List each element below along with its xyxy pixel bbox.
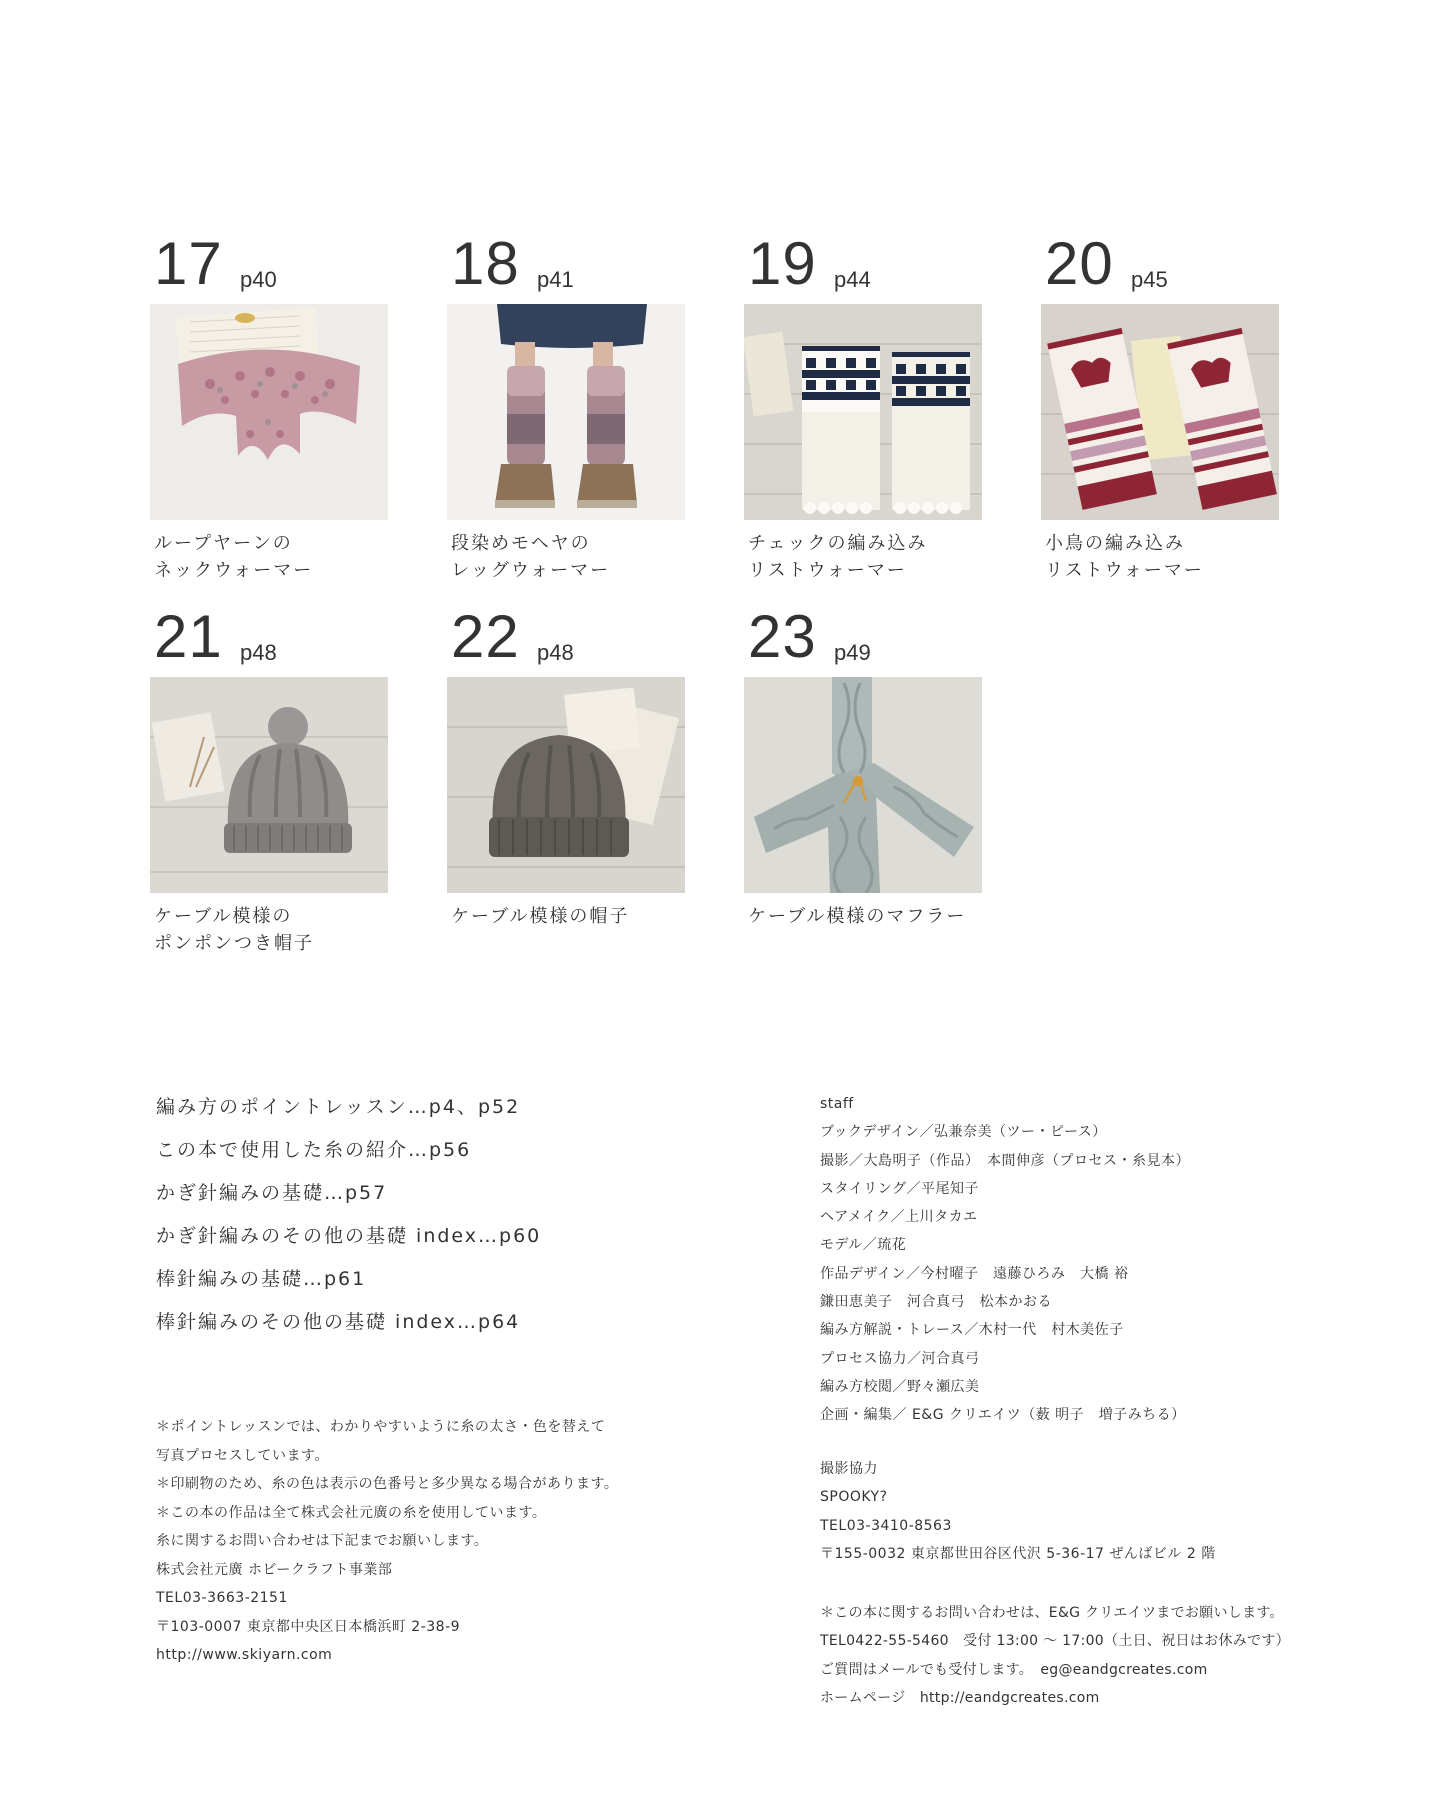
page-ref: p49 bbox=[834, 640, 871, 665]
note-line: ＊ポイントレッスンでは、わかりやすいように糸の太さ・色を替えて bbox=[156, 1419, 606, 1435]
link-knitting-index[interactable]: 棒針編みのその他の基礎 index…p64 bbox=[156, 1311, 521, 1333]
cable-muffler-photo bbox=[744, 677, 982, 893]
page-ref: p41 bbox=[537, 267, 574, 292]
credit-heading: 撮影協力 bbox=[820, 1461, 878, 1477]
project-number: 21 bbox=[154, 603, 223, 670]
project-number: 22 bbox=[451, 603, 520, 670]
project-caption: 段染めモヘヤの レッグウォーマー bbox=[451, 533, 611, 581]
link-crochet-index[interactable]: かぎ針編みのその他の基礎 index…p60 bbox=[156, 1225, 542, 1247]
project-21[interactable] bbox=[150, 605, 390, 957]
contact-line: TEL0422-55-5460 受付 13:00 ～ 17:00（土日、祝日はお休みです） bbox=[820, 1633, 1290, 1650]
project-number: 17 bbox=[154, 230, 223, 297]
page-ref: p48 bbox=[537, 640, 574, 665]
project-caption: ケーブル模様の ポンポンつき帽子 bbox=[154, 906, 314, 954]
cable-hat-photo bbox=[447, 677, 685, 893]
note-line: 写真プロセスしています。 bbox=[156, 1447, 329, 1464]
staff-line: ブックデザイン／弘兼奈美（ツー・ピース） bbox=[820, 1124, 1107, 1141]
yarn-notes bbox=[156, 1413, 716, 1670]
leg-warmer-photo bbox=[447, 304, 685, 520]
credit-line: TEL03-3410-8563 bbox=[820, 1517, 952, 1534]
staff-credits bbox=[820, 1090, 1380, 1430]
note-url[interactable]: http://www.skiyarn.com bbox=[156, 1647, 333, 1663]
project-caption: ケーブル模様の帽子 bbox=[451, 906, 630, 927]
inquiry-info bbox=[820, 1599, 1380, 1712]
project-22[interactable] bbox=[447, 605, 687, 930]
project-18[interactable] bbox=[447, 232, 687, 584]
staff-line: プロセス協力／河合真弓 bbox=[820, 1350, 980, 1367]
project-23[interactable] bbox=[744, 605, 984, 930]
project-caption: ケーブル模様のマフラー bbox=[748, 906, 967, 927]
project-number: 19 bbox=[748, 230, 817, 297]
contact-email[interactable]: ご質問はメールでも受付します。 eg@eandgcreates.com bbox=[820, 1661, 1208, 1678]
note-line: TEL03-3663-2151 bbox=[156, 1590, 288, 1606]
link-point-lesson[interactable]: 編み方のポイントレッスン…p4、p52 bbox=[156, 1096, 521, 1118]
note-line: ＊この本の作品は全て株式会社元廣の糸を使用しています。 bbox=[156, 1504, 547, 1521]
reference-links bbox=[156, 1086, 656, 1344]
staff-heading: staff bbox=[820, 1096, 854, 1112]
staff-line: 企画・編集／ E&G クリエイツ（薮 明子 増子みちる） bbox=[820, 1407, 1186, 1424]
note-line: 〒103-0007 東京都中央区日本橋浜町 2-38-9 bbox=[156, 1618, 461, 1635]
contact-line: ＊この本に関するお問い合わせは、E&G クリエイツまでお願いします。 bbox=[820, 1605, 1284, 1621]
staff-line: 撮影／大島明子（作品） 本間伸彦（プロセス・糸見本） bbox=[820, 1152, 1190, 1169]
link-yarn-intro[interactable]: この本で使用した糸の紹介…p56 bbox=[156, 1139, 472, 1161]
staff-line: スタイリング／平尾知子 bbox=[820, 1180, 979, 1197]
project-number: 18 bbox=[451, 230, 520, 297]
staff-line: モデル／琉花 bbox=[820, 1237, 907, 1254]
project-number: 20 bbox=[1045, 230, 1114, 297]
page-ref: p45 bbox=[1131, 267, 1168, 292]
credit-line: 〒155-0032 東京都世田谷区代沢 5-36-17 ぜんばビル 2 階 bbox=[820, 1545, 1216, 1562]
staff-line: 作品デザイン／今村曜子 遠藤ひろみ 大橋 裕 bbox=[820, 1265, 1129, 1282]
project-19[interactable] bbox=[744, 232, 984, 584]
contact-homepage[interactable]: ホームページ http://eandgcreates.com bbox=[820, 1689, 1100, 1706]
bird-wrist-warmer-photo bbox=[1041, 304, 1279, 520]
project-caption: チェックの編み込み リストウォーマー bbox=[748, 533, 928, 581]
project-number: 23 bbox=[748, 603, 817, 670]
note-line: 株式会社元廣 ホビークラフト事業部 bbox=[156, 1561, 393, 1578]
credit-line: SPOOKY? bbox=[820, 1489, 888, 1506]
project-17[interactable] bbox=[150, 232, 390, 584]
staff-line: 編み方校閲／野々瀬広美 bbox=[820, 1378, 980, 1395]
link-knitting-basics[interactable]: 棒針編みの基礎…p61 bbox=[156, 1268, 367, 1290]
page-ref: p44 bbox=[834, 267, 871, 292]
page-ref: p40 bbox=[240, 267, 277, 292]
note-line: ＊印刷物のため、糸の色は表示の色番号と多少異なる場合があります。 bbox=[156, 1476, 619, 1492]
check-wrist-warmer-photo bbox=[744, 304, 982, 520]
project-caption: ループヤーンの ネックウォーマー bbox=[154, 533, 314, 581]
staff-line: 鎌田恵美子 河合真弓 松本かおる bbox=[820, 1294, 1052, 1311]
staff-line: ヘアメイク／上川タカエ bbox=[820, 1209, 978, 1226]
neck-warmer-photo bbox=[150, 304, 388, 520]
project-caption: 小鳥の編み込み リストウォーマー bbox=[1045, 533, 1204, 581]
link-crochet-basics[interactable]: かぎ針編みの基礎…p57 bbox=[156, 1182, 388, 1204]
page-ref: p48 bbox=[240, 640, 277, 665]
note-line: 糸に関するお問い合わせは下記までお願いします。 bbox=[156, 1533, 489, 1549]
staff-line: 編み方解説・トレース／木村一代 村木美佐子 bbox=[820, 1322, 1124, 1339]
pompom-hat-photo bbox=[150, 677, 388, 893]
photo-cooperation bbox=[820, 1455, 1380, 1568]
project-20[interactable] bbox=[1041, 232, 1281, 584]
